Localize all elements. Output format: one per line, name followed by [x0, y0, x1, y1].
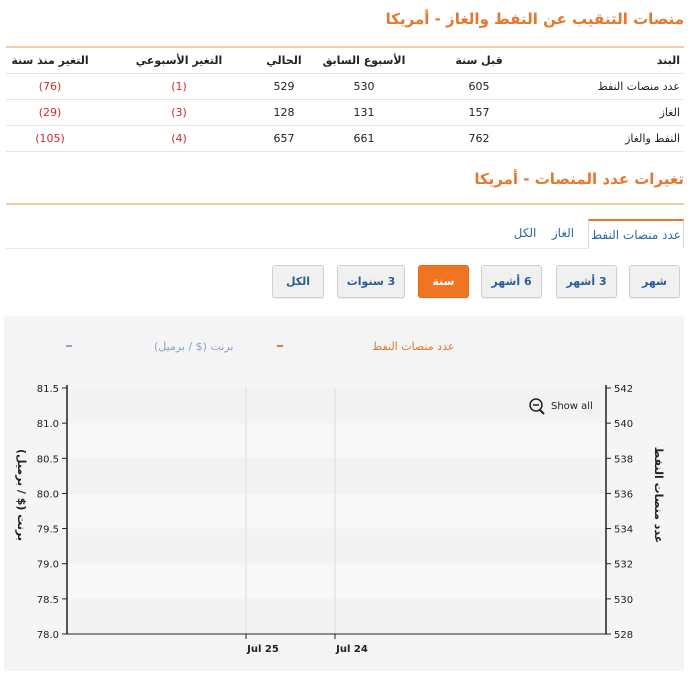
left-axis-title: برنت ($ / برميل) [15, 448, 28, 542]
cell-item: عدد منصات النفط [534, 73, 684, 99]
rig-count-table [6, 49, 684, 152]
cell-weekly-change: (4) [94, 125, 264, 151]
plot-band [67, 423, 606, 458]
right-tick-label: 542 [614, 384, 634, 395]
cell-current: 529 [264, 73, 304, 99]
header-prev-week: الأسبوع السابق [304, 49, 424, 73]
plot-band [67, 564, 606, 599]
plot-band [67, 599, 606, 634]
cell-year-ago: 605 [424, 73, 534, 99]
cell-weekly-change: (1) [94, 73, 264, 99]
section-divider [6, 203, 684, 205]
cell-item: الغاز [534, 99, 684, 125]
left-axis-ticks [37, 384, 67, 641]
x-axis-ticks [246, 634, 368, 655]
cell-yearly-change: (76) [6, 73, 94, 99]
plot-band [67, 458, 606, 493]
left-tick-label: 78.0 [36, 630, 59, 641]
table-row [6, 125, 684, 151]
table-row [6, 73, 684, 99]
rig-count-chart [4, 316, 684, 671]
right-tick-label: 538 [614, 454, 634, 466]
tab-gas[interactable]: الغاز [551, 226, 575, 240]
header-current: الحالي [264, 49, 304, 73]
cell-prev-week: 661 [304, 125, 424, 151]
cell-prev-week: 131 [304, 99, 424, 125]
table-header-row [6, 49, 684, 73]
right-axis-ticks [606, 384, 633, 641]
period-1m-button[interactable]: شهر [629, 265, 680, 298]
left-tick-label: 79.5 [36, 524, 59, 536]
header-year-ago: قبل سنة [424, 49, 534, 73]
right-tick-label: 530 [614, 594, 634, 606]
cell-yearly-change: (29) [6, 99, 94, 125]
tab-oil-rigs[interactable]: عدد منصات النفط [588, 219, 684, 249]
cell-year-ago: 157 [424, 99, 534, 125]
rig-type-tabs [6, 219, 684, 249]
right-tick-label: 536 [614, 489, 634, 501]
cell-year-ago: 762 [424, 125, 534, 151]
left-tick-label: 78.5 [36, 594, 59, 606]
right-tick-label: 534 [614, 524, 634, 536]
title-divider [6, 46, 684, 48]
header-weekly-change: التغير الأسبوعي [94, 49, 264, 73]
period-3m-button[interactable]: 3 أشهر [556, 265, 617, 298]
legend-oil-rigs[interactable]: عدد منصات النفط [372, 340, 455, 353]
cell-yearly-change: (105) [6, 125, 94, 151]
cell-item: النفط والغاز [534, 125, 684, 151]
period-all-button[interactable]: الكل [272, 265, 324, 298]
tab-all[interactable]: الكل [513, 226, 537, 240]
legend-brent[interactable]: برنت ($ / برميل) [154, 340, 234, 353]
section-title: تغيرات عدد المنصات - أمريكا [474, 170, 684, 188]
plot-band [67, 529, 606, 564]
show-all-label: Show all [551, 401, 593, 412]
right-tick-label: 540 [614, 419, 634, 431]
cell-current: 657 [264, 125, 304, 151]
cell-weekly-change: (3) [94, 99, 264, 125]
cell-current: 128 [264, 99, 304, 125]
chart-canvas [4, 316, 684, 671]
plot-bands [67, 388, 606, 634]
header-item: البند [534, 49, 684, 73]
header-yearly-change: التغير منذ سنة [6, 49, 94, 73]
left-tick-label: 79.0 [36, 559, 59, 571]
period-3y-button[interactable]: 3 سنوات [337, 265, 405, 298]
right-tick-label: 528 [614, 630, 634, 641]
left-tick-label: 81.0 [36, 419, 59, 431]
x-tick-label: Jul 24 [336, 644, 368, 655]
plot-band [67, 388, 606, 423]
period-6m-button[interactable]: 6 أشهر [481, 265, 542, 298]
cell-prev-week: 530 [304, 73, 424, 99]
table-row [6, 99, 684, 125]
page-title: منصات التنقيب عن النفط والغاز - أمريكا [385, 10, 684, 28]
right-axis-title: عدد منصات النفط [652, 446, 665, 544]
x-tick-label: Jul 25 [247, 644, 279, 655]
plot-band [67, 493, 606, 528]
left-tick-label: 81.5 [36, 384, 59, 395]
period-1y-button[interactable]: سنة [418, 265, 469, 298]
left-tick-label: 80.0 [36, 489, 59, 501]
right-tick-label: 532 [614, 559, 634, 571]
left-tick-label: 80.5 [36, 454, 59, 466]
